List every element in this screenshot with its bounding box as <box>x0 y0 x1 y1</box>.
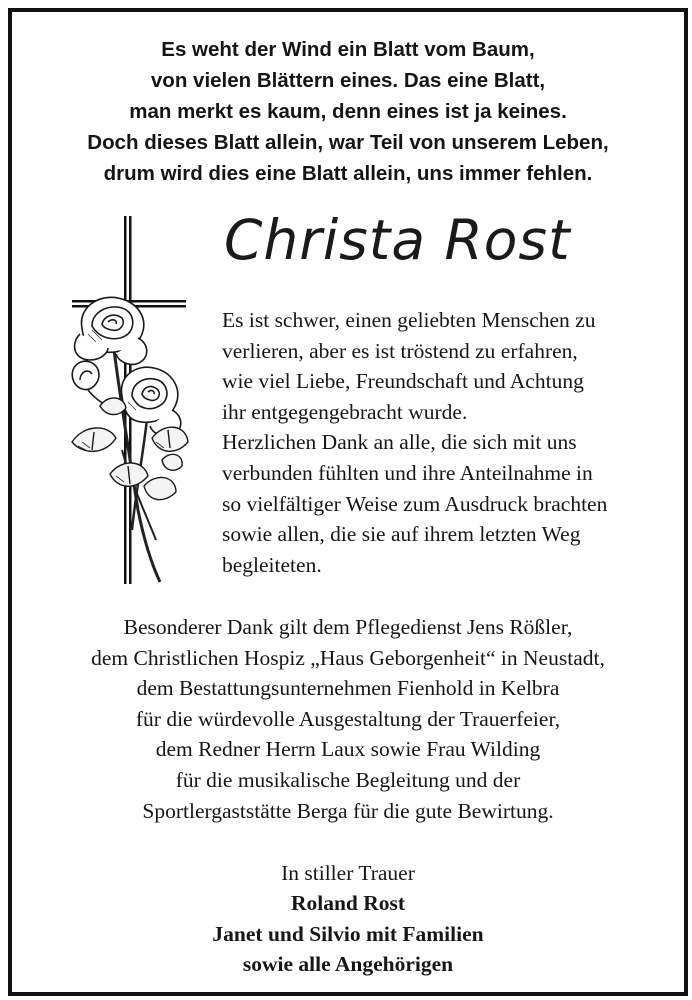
special-thanks-line: dem Redner Herrn Laux sowie Frau Wilding <box>155 737 541 762</box>
poem-line: von vielen Blättern eines. Das eine Blatt, <box>150 69 546 92</box>
thanks-line: ihr entgegengebracht wurde. <box>222 399 468 424</box>
thanks-line: so vielfältiger Weise zum Ausdruck brachten <box>222 491 608 516</box>
poem <box>12 34 684 189</box>
special-thanks-line: dem Christlichen Hospiz „Haus Geborgenheit“ in Neustadt, <box>91 645 605 670</box>
poem-line: Es weht der Wind ein Blatt vom Baum, <box>161 38 535 61</box>
poem-line: drum wird dies eine Blatt allein, uns immer fehlen. <box>103 162 593 185</box>
cross-with-roses-icon <box>52 210 192 590</box>
obituary-notice <box>8 8 688 996</box>
poem-line: man merkt es kaum, denn eines ist ja keines. <box>129 100 567 123</box>
thanks-line: Herzlichen Dank an alle, die sich mit uns <box>222 430 577 455</box>
special-thanks-paragraph <box>12 612 684 826</box>
thanks-line: sowie allen, die sie auf ihrem letzten Weg <box>222 522 581 547</box>
thanks-line: wie viel Liebe, Freundschaft und Achtung <box>222 369 584 394</box>
thanks-line: Es ist schwer, einen geliebten Menschen zu <box>222 308 596 332</box>
special-thanks-line: Besonderer Dank gilt dem Pflegedienst Jens Rößler, <box>123 615 573 639</box>
mourner-name: Roland Rost <box>290 891 406 916</box>
mourner-name: sowie alle Angehörigen <box>242 952 454 977</box>
special-thanks-line: Sportlergaststätte Berga für die gute Bewirtung. <box>142 798 554 823</box>
thanks-line: begleiteten. <box>222 552 322 577</box>
thanks-paragraph <box>222 305 607 580</box>
deceased-name: Christa Rost <box>224 208 571 272</box>
special-thanks-line: für die musikalische Begleitung und der <box>175 767 521 792</box>
special-thanks-line: für die würdevolle Ausgestaltung der Trauerfeier, <box>135 706 561 731</box>
signoff <box>12 858 684 980</box>
signoff-intro: In stiller Trauer <box>281 861 415 885</box>
mourner-name: Janet und Silvio mit Familien <box>212 921 484 946</box>
poem-line: Doch dieses Blatt allein, war Teil von unserem Leben, <box>87 131 609 154</box>
thanks-line: verbunden fühlten und ihre Anteilnahme in <box>222 460 593 485</box>
thanks-line: verlieren, aber es ist tröstend zu erfahren, <box>222 338 578 363</box>
special-thanks-line: dem Bestattungsunternehmen Fienhold in Kelbra <box>136 676 560 701</box>
